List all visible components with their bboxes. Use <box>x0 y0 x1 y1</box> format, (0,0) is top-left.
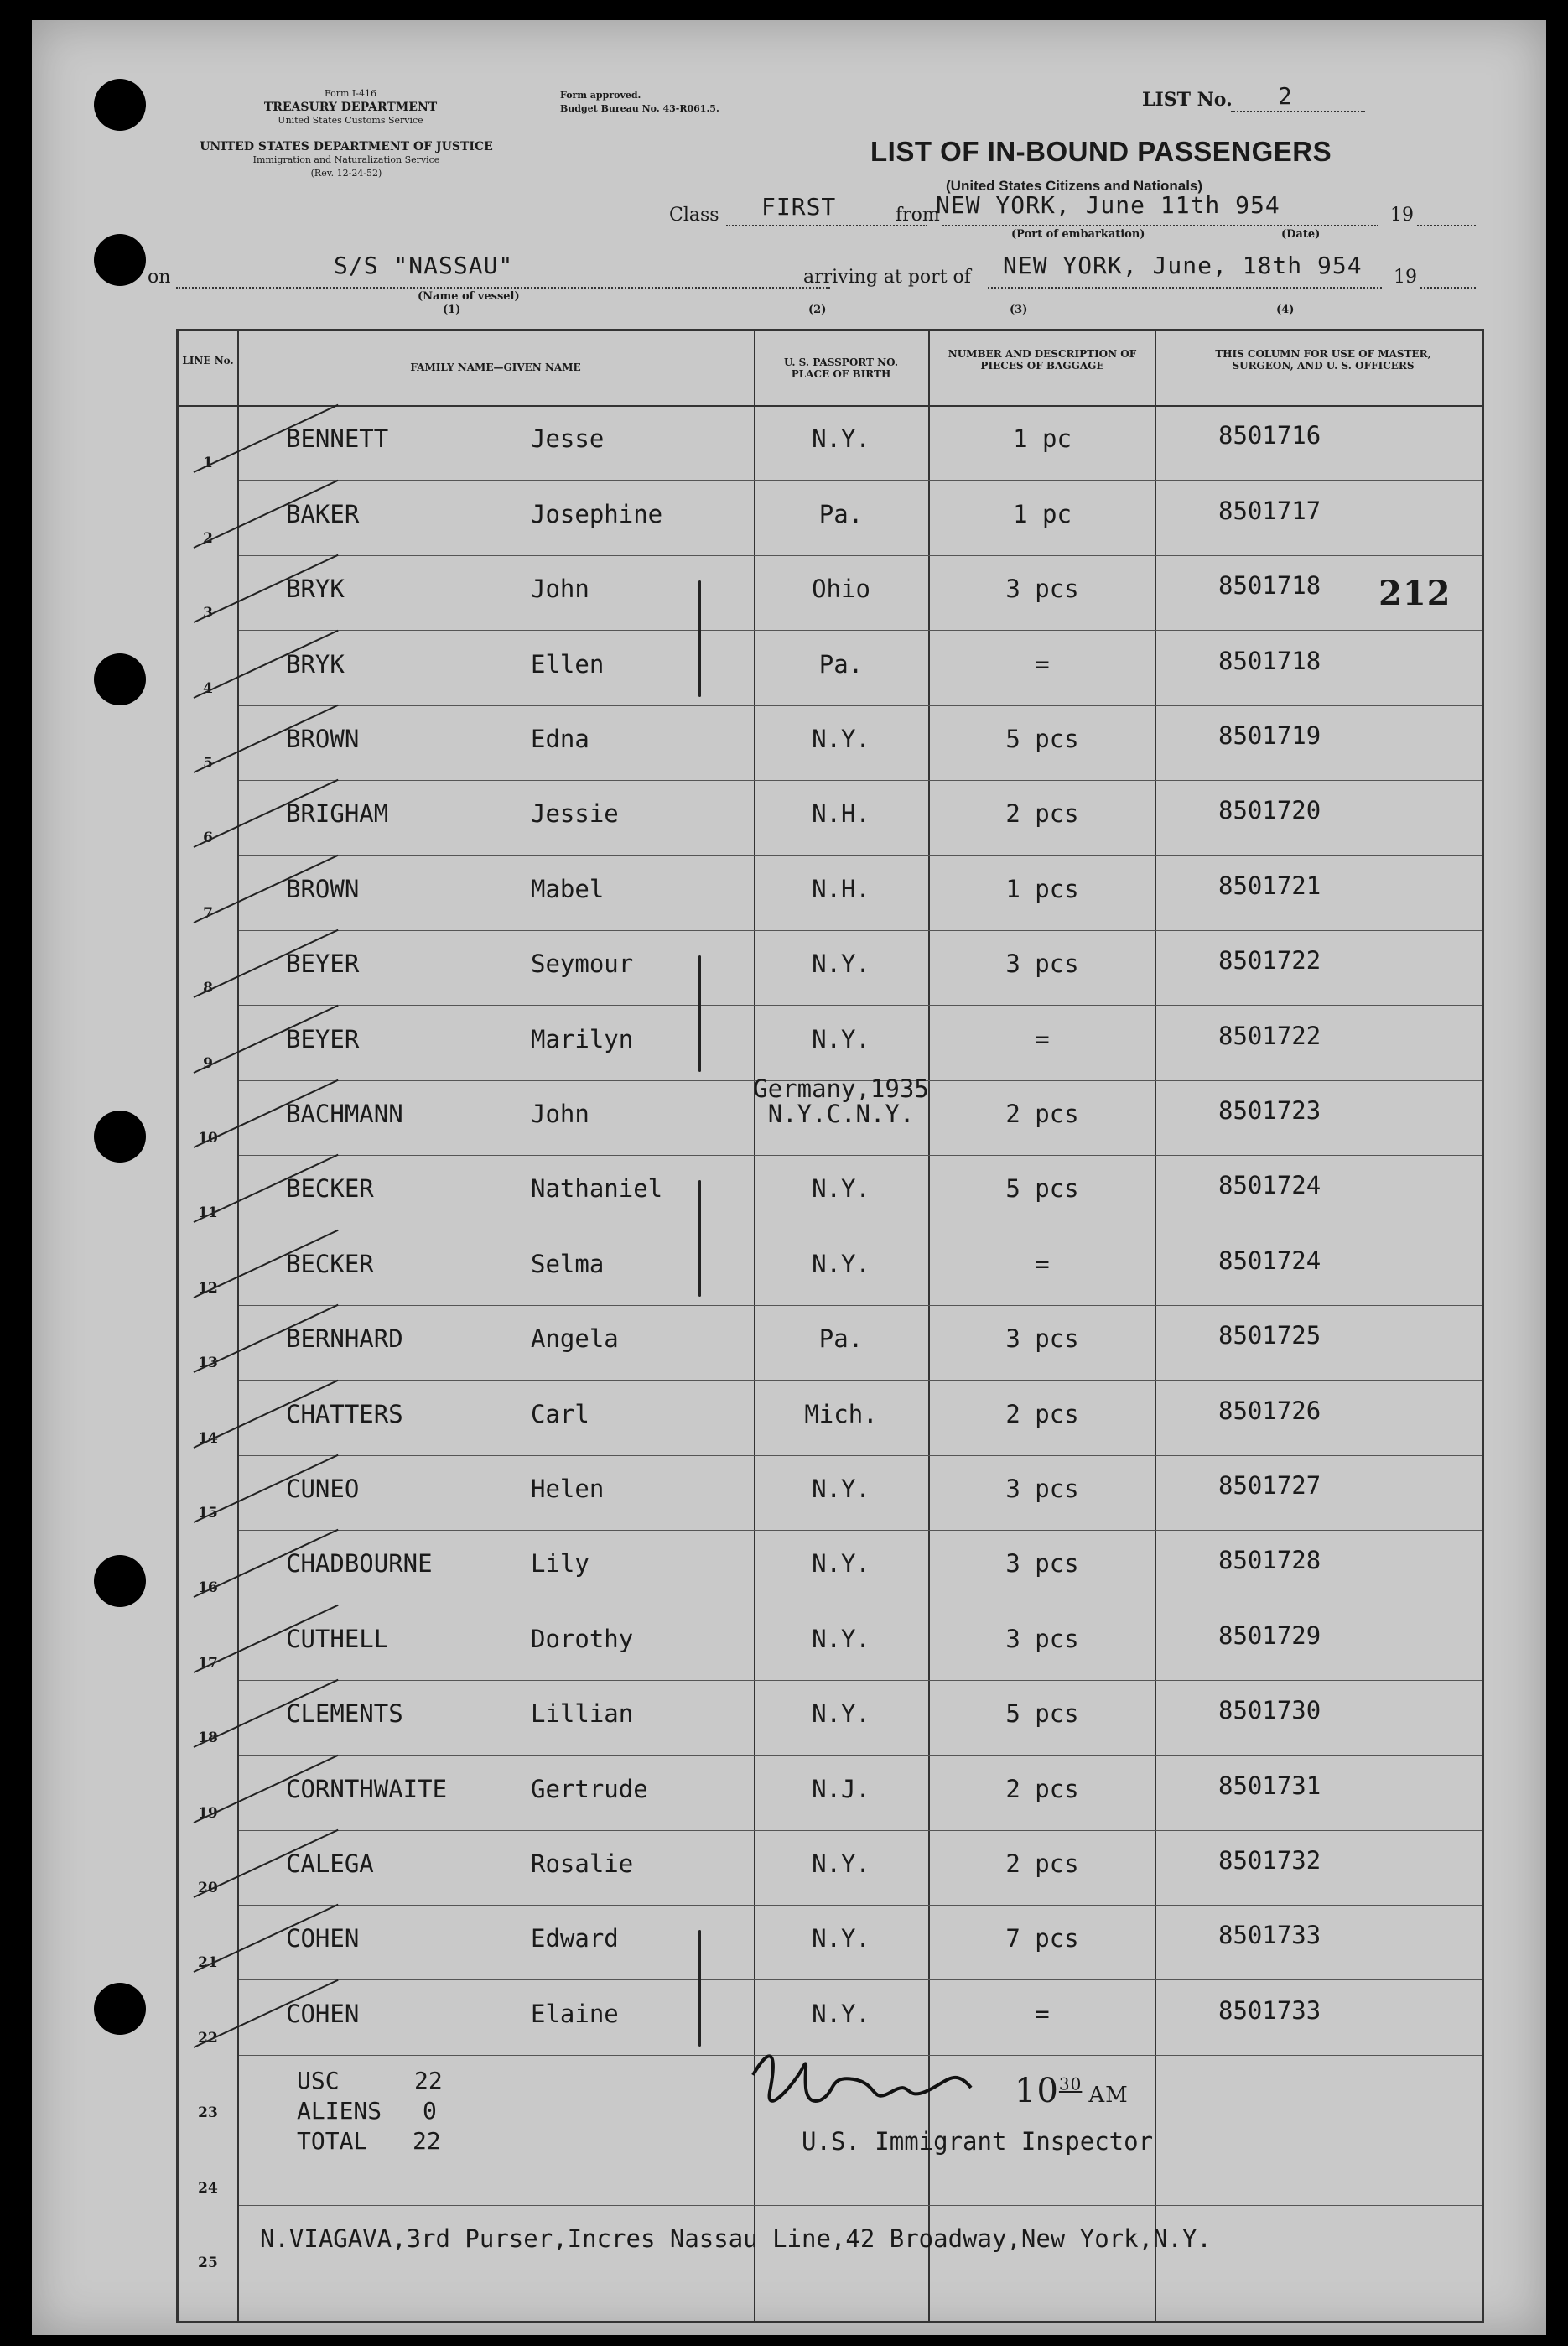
row-divider <box>239 1905 1482 1906</box>
place-of-birth: N.Y. <box>812 1174 870 1204</box>
given-name: Helen <box>531 1475 605 1503</box>
vessel-col-no: (1) <box>443 304 461 316</box>
family-name: BERNHARD <box>286 1324 403 1354</box>
official-code: 8501732 <box>1218 1846 1321 1875</box>
family-name: BENNETT <box>286 424 389 454</box>
family-name: COHEN <box>286 1924 360 1953</box>
official-code: 8501724 <box>1218 1246 1321 1275</box>
totals-total <box>297 2127 441 2155</box>
baggage: 5 pcs <box>1005 725 1079 753</box>
place-of-birth: N.Y. <box>812 1024 870 1053</box>
place-of-birth: N.Y.C.N.Y. <box>767 1100 915 1128</box>
given-name: Jessie <box>531 799 619 829</box>
arriving-line <box>988 287 1382 289</box>
official-code: 8501729 <box>1218 1620 1321 1650</box>
col-no-2: (2) <box>808 304 827 316</box>
given-name: Mabel <box>531 874 605 903</box>
row-divider <box>239 1680 1482 1681</box>
place-of-birth: Pa. <box>818 649 864 679</box>
punch-hole <box>94 653 146 705</box>
passenger-table <box>176 329 1484 2323</box>
justice-dept: UNITED STATES DEPARTMENT OF JUSTICE <box>200 140 493 153</box>
official-code: 8501731 <box>1218 1771 1321 1800</box>
row-divider <box>239 1830 1482 1831</box>
line-number: 23 <box>198 2104 218 2122</box>
baggage: = <box>1035 1999 1050 2028</box>
official-code: 8501723 <box>1218 1096 1321 1125</box>
family-name: CUNEO <box>286 1475 360 1503</box>
year-line <box>1420 287 1476 289</box>
year-line <box>1417 225 1476 226</box>
row-divider <box>239 1155 1482 1156</box>
given-name: Elaine <box>531 1999 619 2028</box>
line-number: 17 <box>198 1654 218 1672</box>
row-divider <box>239 630 1482 631</box>
vessel-line <box>176 287 830 289</box>
row-divider <box>239 1380 1482 1381</box>
date-label: (Date) <box>1281 228 1321 241</box>
usc-label: USC <box>297 2067 340 2094</box>
official-code: 8501725 <box>1218 1321 1321 1350</box>
row-divider <box>239 780 1482 781</box>
given-name: Seymour <box>531 949 634 979</box>
family-name: BECKER <box>286 1249 374 1278</box>
official-code: 8501722 <box>1218 1021 1321 1050</box>
ins-service: Immigration and Naturalization Service <box>252 154 440 165</box>
family-name: BRYK <box>286 649 345 679</box>
official-code: 8501720 <box>1218 796 1321 825</box>
given-name: Gertrude <box>531 1774 648 1803</box>
family-bracket <box>698 1180 701 1297</box>
totals-usc <box>297 2067 443 2094</box>
family-name: CLEMENTS <box>286 1699 403 1729</box>
line-number: 16 <box>198 1579 218 1597</box>
line-number: 5 <box>203 755 213 772</box>
purser-footer: N.VIAGAVA,3rd Purser,Incres Nassau Line,42 Broadway,New York,N.Y. <box>260 2224 1212 2253</box>
place-of-birth: N.Y. <box>812 1624 870 1653</box>
on-label: on <box>148 267 171 288</box>
line-number: 10 <box>198 1130 218 1147</box>
family-name: BROWN <box>286 725 360 753</box>
line-number: 15 <box>198 1505 218 1522</box>
official-code: 8501721 <box>1218 871 1321 900</box>
vessel-label: (Name of vessel) <box>418 290 520 303</box>
col-header-name: FAMILY NAME—GIVEN NAME <box>410 362 581 373</box>
family-name: BRYK <box>286 575 345 604</box>
from-label: from <box>896 205 940 226</box>
official-code: 8501722 <box>1218 946 1321 975</box>
place-of-birth: N.Y. <box>812 1249 870 1278</box>
official-code: 8501726 <box>1218 1396 1321 1425</box>
line-number: 3 <box>203 605 213 622</box>
line-number: 6 <box>203 830 213 847</box>
given-name: John <box>531 1100 589 1128</box>
class-label: Class <box>669 205 719 226</box>
col-header-line-no: LINE No. <box>182 355 234 367</box>
form-number: Form I-416 <box>325 88 376 99</box>
place-of-birth: N.H. <box>812 799 870 829</box>
list-no-label: LIST No. <box>1142 89 1233 111</box>
family-name: BECKER <box>286 1174 374 1204</box>
line-number: 20 <box>198 1880 218 1896</box>
row-divider <box>239 855 1482 856</box>
given-name: Angela <box>531 1324 619 1354</box>
list-no-value: 2 <box>1278 82 1293 110</box>
col-no-3: (3) <box>1010 304 1028 316</box>
line-number: 19 <box>198 1804 218 1822</box>
official-code: 8501724 <box>1218 1171 1321 1200</box>
place-of-birth: N.Y. <box>812 949 870 979</box>
arriving-label: arriving at port of <box>803 267 971 288</box>
inspector-time-sup: 30 <box>1058 2073 1083 2094</box>
baggage: 7 pcs <box>1005 1924 1079 1953</box>
place-of-birth: Pa. <box>818 1324 864 1354</box>
given-name: Marilyn <box>531 1024 634 1053</box>
page-title: LIST OF IN-BOUND PASSENGERS <box>870 136 1332 167</box>
col-header-official: THIS COLUMN FOR USE OF MASTER, SURGEON, AND U. S. OFFICERS <box>1215 348 1431 372</box>
family-name: COHEN <box>286 1999 360 2028</box>
family-name: BEYER <box>286 1024 360 1053</box>
manifest-sheet <box>32 20 1546 2335</box>
place-of-birth: N.Y. <box>812 424 870 454</box>
row-divider <box>239 1455 1482 1456</box>
family-bracket <box>698 1930 701 2047</box>
given-name: Ellen <box>531 649 605 679</box>
family-name: BACHMANN <box>286 1100 403 1128</box>
row-divider <box>239 555 1482 556</box>
aliens-value: 0 <box>423 2097 437 2125</box>
place-of-birth: N.Y. <box>812 1699 870 1729</box>
given-name: Lily <box>531 1549 589 1579</box>
list-no-line <box>1231 111 1365 112</box>
official-code: 8501717 <box>1218 496 1321 525</box>
line-number: 2 <box>203 529 213 547</box>
row-divider <box>239 2205 1482 2206</box>
official-code: 8501718 <box>1218 646 1321 675</box>
usc-value: 22 <box>414 2067 443 2094</box>
line-number: 12 <box>198 1279 218 1297</box>
row-divider <box>239 1755 1482 1756</box>
row-divider <box>239 705 1482 706</box>
place-of-birth: N.Y. <box>812 1924 870 1953</box>
baggage: 1 pc <box>1013 424 1072 454</box>
baggage: = <box>1035 649 1050 679</box>
row-divider <box>239 1530 1482 1531</box>
family-bracket <box>698 580 701 697</box>
given-name: Edna <box>531 725 589 753</box>
line-number: 25 <box>198 2255 218 2271</box>
family-name: CORNTHWAITE <box>286 1774 448 1803</box>
given-name: John <box>531 575 589 604</box>
official-code: 8501733 <box>1218 1921 1321 1950</box>
given-name: Lillian <box>531 1699 634 1729</box>
line-number: 1 <box>203 455 213 472</box>
line-number: 4 <box>203 679 213 697</box>
line-number: 13 <box>198 1355 218 1372</box>
baggage: 5 pcs <box>1005 1174 1079 1204</box>
family-name: CUTHELL <box>286 1624 389 1653</box>
given-name: Edward <box>531 1924 619 1953</box>
place-of-birth: Pa. <box>818 499 864 528</box>
aliens-label: ALIENS <box>297 2097 382 2125</box>
inspector-signature <box>745 2042 1214 2134</box>
official-code: 8501716 <box>1218 421 1321 450</box>
page-subtitle: (United States Citizens and Nationals) <box>946 178 1203 194</box>
official-code: 8501727 <box>1218 1471 1321 1500</box>
row-divider <box>239 1979 1482 1980</box>
place-of-birth: N.J. <box>812 1774 870 1803</box>
line-number: 8 <box>203 980 213 997</box>
place-of-birth: N.H. <box>812 874 870 903</box>
given-name: Rosalie <box>531 1849 634 1878</box>
place-of-birth: N.Y. <box>812 1549 870 1579</box>
family-name: CALEGA <box>286 1849 374 1878</box>
inspector-time-value: 10 <box>1015 2072 1059 2110</box>
family-name: BEYER <box>286 949 360 979</box>
official-code: 8501728 <box>1218 1546 1321 1575</box>
given-name: Jesse <box>531 424 605 454</box>
baggage: 3 pcs <box>1005 575 1079 604</box>
official-code: 8501733 <box>1218 1995 1321 2025</box>
punch-hole <box>94 79 146 131</box>
punch-hole <box>94 234 146 286</box>
punch-hole <box>94 1555 146 1607</box>
stamp-number: 212 <box>1378 574 1451 613</box>
baggage: 3 pcs <box>1005 1624 1079 1653</box>
baggage: 1 pcs <box>1005 874 1079 903</box>
inspector-label: U.S. Immigrant Inspector <box>802 2127 1154 2156</box>
given-name: Josephine <box>531 499 663 528</box>
baggage: 2 pcs <box>1005 799 1079 829</box>
col-header-passport: U. S. PASSPORT NO. PLACE OF BIRTH <box>783 356 899 380</box>
given-name: Carl <box>531 1399 589 1428</box>
line-number: 18 <box>198 1730 218 1747</box>
inspector-time <box>1015 2072 1129 2110</box>
revision-date: (Rev. 12-24-52) <box>310 168 382 179</box>
row-divider <box>239 930 1482 931</box>
place-of-birth: Ohio <box>812 575 870 604</box>
line-number: 11 <box>198 1204 218 1222</box>
row-divider <box>239 1305 1482 1306</box>
place-of-birth: N.Y. <box>812 1475 870 1503</box>
approval-block <box>560 89 812 116</box>
family-name: CHATTERS <box>286 1399 403 1428</box>
given-name: Nathaniel <box>531 1174 663 1204</box>
baggage: = <box>1035 1249 1050 1278</box>
place-of-birth-extra: Germany,1935 <box>753 1074 929 1103</box>
baggage: 2 pcs <box>1005 1849 1079 1878</box>
line-number: 7 <box>203 904 213 922</box>
class-value: FIRST <box>761 193 837 221</box>
col-header-baggage: NUMBER AND DESCRIPTION OF PIECES OF BAGGAGE <box>948 348 1137 372</box>
line-number: 14 <box>198 1429 218 1447</box>
baggage: 3 pcs <box>1005 1324 1079 1354</box>
family-name: BRIGHAM <box>286 799 389 829</box>
place-of-birth: N.Y. <box>812 1849 870 1878</box>
form-approved: Form approved. <box>560 90 641 101</box>
given-name: Dorothy <box>531 1624 634 1653</box>
port-embark-label: (Port of embarkation) <box>1011 228 1145 241</box>
baggage: 1 pc <box>1013 499 1072 528</box>
treasury-dept: TREASURY DEPARTMENT <box>263 101 438 114</box>
from-value: NEW YORK, June 11th 954 <box>936 191 1280 219</box>
row-divider <box>239 1005 1482 1006</box>
baggage: 2 pcs <box>1005 1399 1079 1428</box>
vessel-name: S/S "NASSAU" <box>334 252 514 279</box>
given-name: Selma <box>531 1249 605 1278</box>
baggage: 5 pcs <box>1005 1699 1079 1729</box>
official-code: 8501718 <box>1218 571 1321 601</box>
baggage: 3 pcs <box>1005 1549 1079 1579</box>
justice-header <box>145 140 548 180</box>
customs-service: United States Customs Service <box>278 115 423 126</box>
total-value: 22 <box>413 2127 441 2155</box>
col-no-4: (4) <box>1276 304 1295 316</box>
baggage: 2 pcs <box>1005 1774 1079 1803</box>
line-number: 24 <box>198 2179 218 2197</box>
family-name: BROWN <box>286 874 360 903</box>
place-of-birth: N.Y. <box>812 725 870 753</box>
family-bracket <box>698 955 701 1072</box>
budget-bureau: Budget Bureau No. 43-R061.5. <box>560 103 719 114</box>
official-code: 8501730 <box>1218 1696 1321 1725</box>
header-divider <box>179 405 1482 407</box>
baggage: = <box>1035 1024 1050 1053</box>
family-name: CHADBOURNE <box>286 1549 433 1579</box>
row-divider <box>239 480 1482 481</box>
punch-hole <box>94 1983 146 2035</box>
from-line <box>942 225 1378 226</box>
place-of-birth: N.Y. <box>812 1999 870 2028</box>
baggage: 3 pcs <box>1005 1475 1079 1503</box>
punch-hole <box>94 1111 146 1163</box>
dept-header <box>216 87 485 127</box>
baggage: 2 pcs <box>1005 1100 1079 1128</box>
arriving-value: NEW YORK, June, 18th 954 <box>1003 252 1363 279</box>
official-code: 8501719 <box>1218 721 1321 750</box>
family-name: BAKER <box>286 499 360 528</box>
totals-aliens <box>297 2097 437 2125</box>
line-number: 21 <box>198 1954 218 1972</box>
year-suffix: 19 <box>1394 267 1417 288</box>
place-of-birth: Mich. <box>804 1399 878 1428</box>
baggage: 3 pcs <box>1005 949 1079 979</box>
year-suffix: 19 <box>1390 205 1414 226</box>
line-number: 9 <box>203 1054 213 1072</box>
total-label: TOTAL <box>297 2127 368 2155</box>
inspector-time-suffix: AM <box>1088 2083 1129 2108</box>
line-number: 22 <box>198 2029 218 2047</box>
